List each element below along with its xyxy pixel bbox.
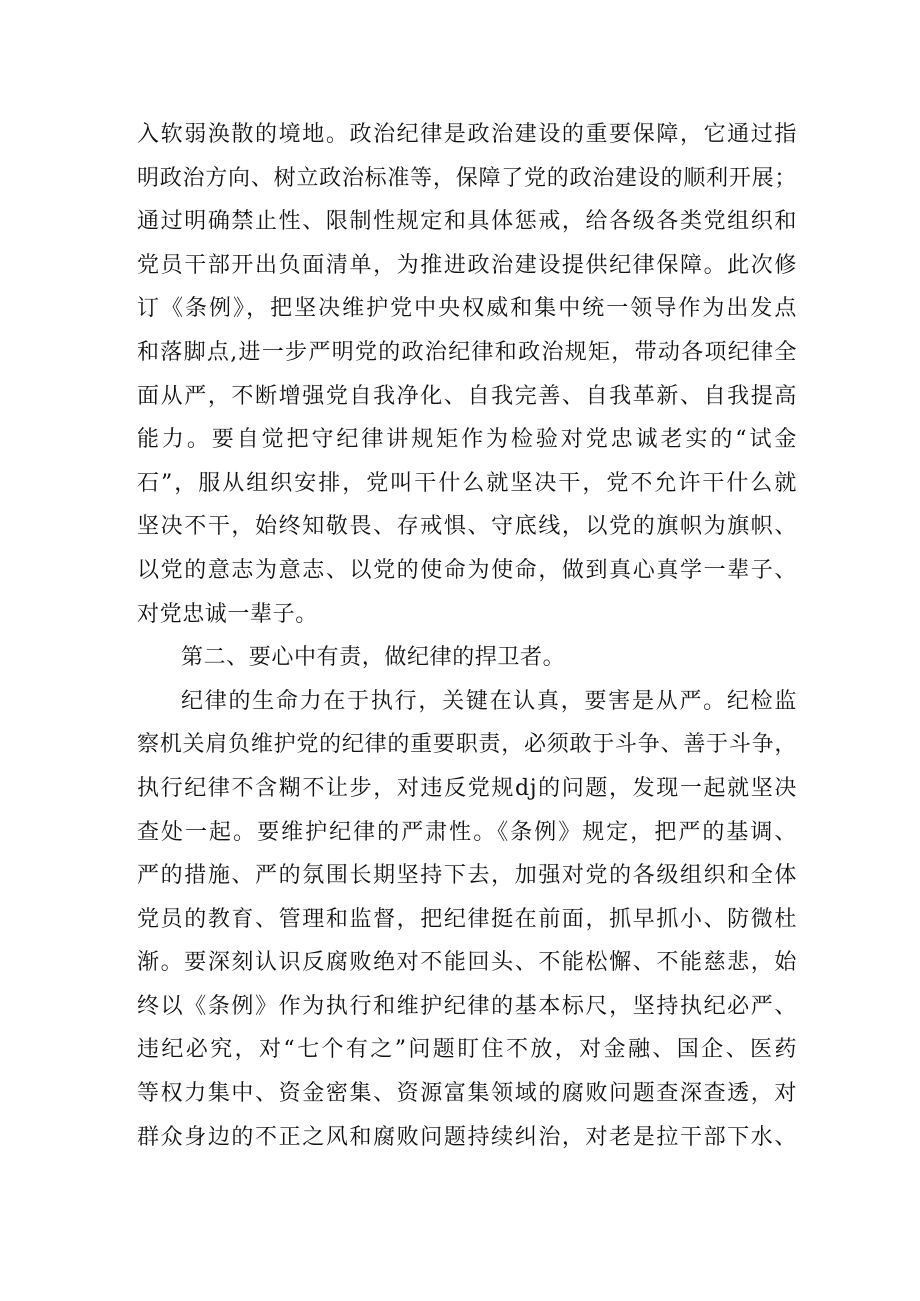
text-line: 群众身边的不正之风和腐败问题持续纠治，对老是拉干部下水、	[137, 1124, 797, 1150]
text-line: 订《条例》，把坚决维护党中央权威和集中统一领导作为出发点	[137, 296, 797, 322]
text-line: 查处一起。要维护纪律的严肃性。《条例》规定，把严的基调、	[137, 819, 797, 845]
text-line: 以党的意志为意志、以党的使命为使命，做到真心真学一辈子、	[137, 557, 797, 583]
text-line: 渐。要深刻认识反腐败绝对不能回头、不能松懈、不能慈悲，始	[137, 950, 797, 976]
text-line: 党员的教育、管理和监督，把纪律挺在前面，抓早抓小、防微杜	[137, 906, 797, 932]
text-line: 等权力集中、资金密集、资源富集领域的腐败问题查深查透，对	[137, 1081, 797, 1107]
text-line: 终以《条例》作为执行和维护纪律的基本标尺，坚持执纪必严、	[137, 993, 797, 1019]
text-line: 严的措施、严的氛围长期坚持下去，加强对党的各级组织和全体	[137, 863, 797, 889]
body-text	[137, 113, 797, 1159]
text-line: 坚决不干，始终知敬畏、存戒惧、守底线，以党的旗帜为旗帜、	[137, 514, 797, 540]
text-line: 纪律的生命力在于执行，关键在认真，要害是从严。纪检监	[181, 688, 797, 714]
text-line: 面从严，不断增强党自我净化、自我完善、自我革新、自我提高	[137, 383, 797, 409]
text-line: 通过明确禁止性、限制性规定和具体惩戒，给各级各类党组织和	[137, 209, 797, 235]
text-line: 石”，服从组织安排，党叫干什么就坚决干，党不允许干什么就	[137, 470, 797, 496]
text-line: 执行纪律不含糊不让步，对违反党规dj的问题，发现一起就坚决	[137, 775, 797, 801]
text-line: 对党忠诚一辈子。	[137, 601, 318, 627]
text-line: 和落脚点,进一步严明党的政治纪律和政治规矩，带动各项纪律全	[137, 339, 797, 365]
text-line: 违纪必究，对“七个有之”问题盯住不放，对金融、国企、医药	[137, 1037, 797, 1063]
text-line: 党员干部开出负面清单，为推进政治建设提供纪律保障。此次修	[137, 252, 797, 278]
text-line: 明政治方向、树立政治标准等，保障了党的政治建设的顺利开展；	[137, 165, 797, 191]
section-heading: 第二、要心中有责，做纪律的捍卫者。	[181, 645, 566, 671]
text-line: 入软弱涣散的境地。政治纪律是政治建设的重要保障，它通过指	[137, 122, 797, 147]
text-line: 能力。要自觉把守纪律讲规矩作为检验对党忠诚老实的“试金	[137, 427, 797, 453]
text-line: 察机关肩负维护党的纪律的重要职责，必须敢于斗争、善于斗争，	[137, 732, 797, 758]
